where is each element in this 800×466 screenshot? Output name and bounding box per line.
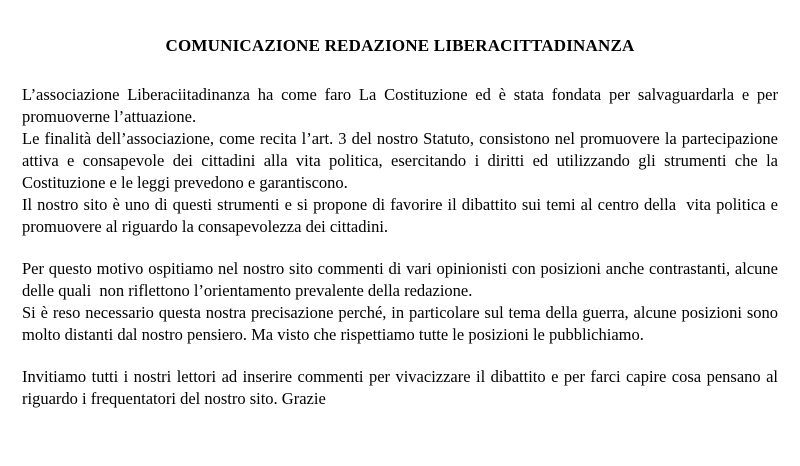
paragraph: Per questo motivo ospitiamo nel nostro sito commenti di vari opinionisti con posizioni anche contrastanti, alcune delle quali non riflettono l’orientamento prevalente della redazione.	[22, 259, 783, 300]
paragraph: Il nostro sito è uno di questi strumenti e si propone di favorire il dibattito sui temi al centro della vita politica e promuovere al riguardo la consapevolezza dei cittadini.	[22, 195, 783, 236]
paragraph: Invitiamo tutti i nostri lettori ad inserire commenti per vivacizzare il dibattito e per farci capire cosa pensano al riguardo i frequentatori del nostro sito. Grazie	[22, 367, 783, 408]
document-title: COMUNICAZIONE REDAZIONE LIBERACITTADINANZA	[165, 36, 635, 55]
paragraph: L’associazione Liberaciitadinanza ha come faro La Costituzione ed è stata fondata per salvaguardarla e per promuoverne l’attuazione.	[22, 85, 783, 126]
document-body	[22, 84, 787, 410]
paragraph: Si è reso necessario questa nostra precisazione perché, in particolare sul tema della guerra, alcune posizioni sono molto distanti dal nostro pensiero. Ma visto che rispettiamo tutte le posizioni le pubblichiamo.	[22, 303, 787, 344]
paragraph: Le finalità dell’associazione, come recita l’art. 3 del nostro Statuto, consistono nel promuovere la partecipazione attiva e consapevole dei cittadini alla vita politica, esercitando i diritti ed utilizzando gli strumenti che la Costituzione e le leggi prevedono e garantiscono.	[22, 129, 783, 192]
